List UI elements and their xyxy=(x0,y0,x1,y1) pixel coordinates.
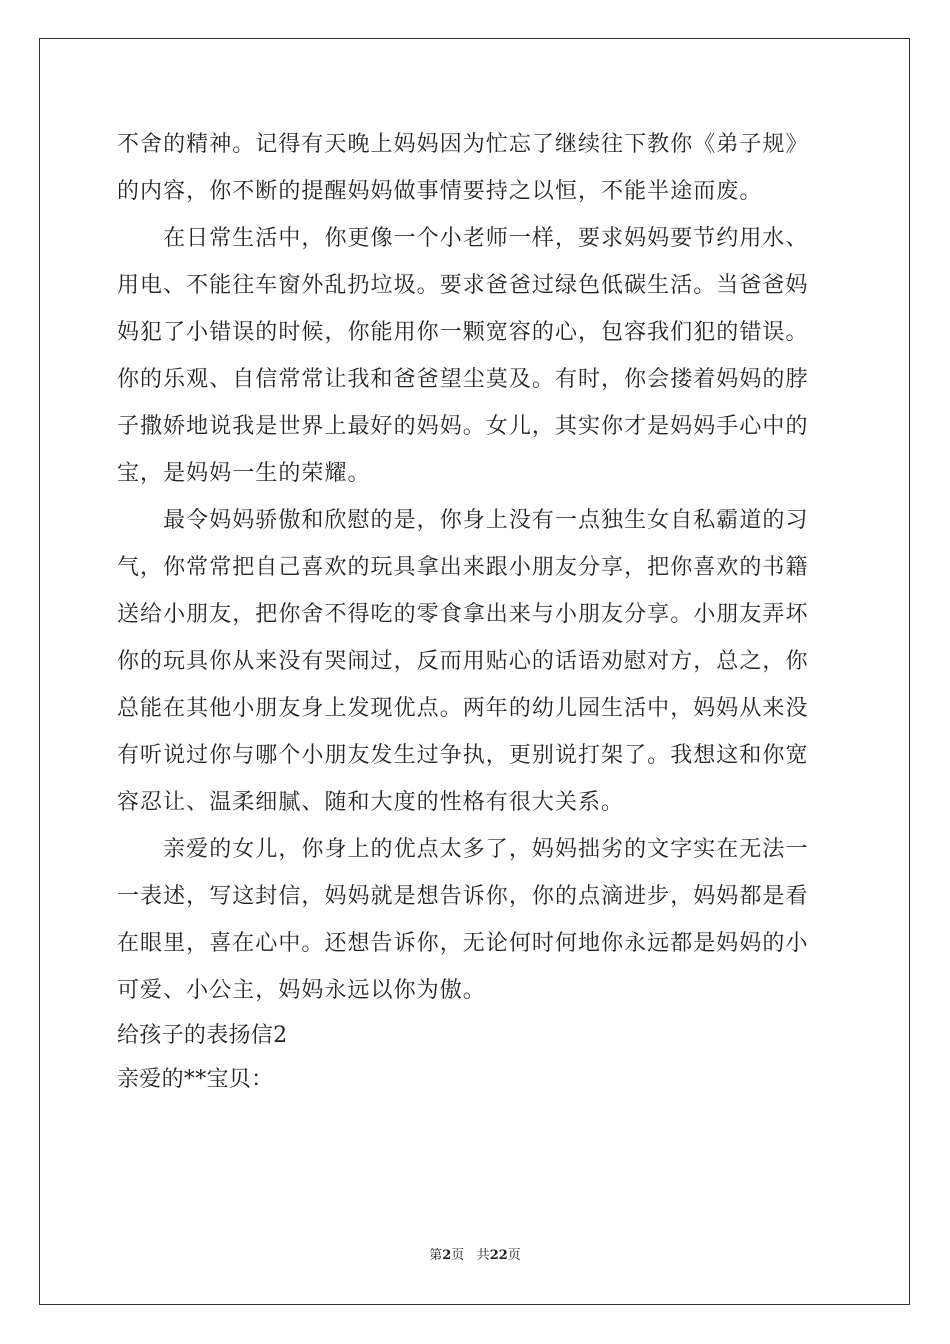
total-unit: 页 xyxy=(507,1248,521,1263)
text-line: 在眼里，喜在心中。还想告诉你，无论何时何地你永远都是妈妈的小 xyxy=(117,931,809,956)
text-line: 你的乐观、自信常常让我和爸爸望尘莫及。有时，你会搂着妈妈的脖 xyxy=(117,367,809,392)
page-number: 2 xyxy=(442,1248,452,1263)
text-line: 一表述，写这封信，妈妈就是想告诉你，你的点滴进步，妈妈都是看 xyxy=(117,884,809,909)
section-heading: 给孩子的表扬信2 xyxy=(117,1023,288,1048)
text-line: 可爱、小公主，妈妈永远以你为傲。 xyxy=(117,978,486,1003)
document-body xyxy=(117,121,837,1102)
text-line: 亲爱的女儿，你身上的优点太多了，妈妈拙劣的文字实在无法一 xyxy=(117,837,809,862)
total-pages: 22 xyxy=(489,1248,508,1263)
page-footer xyxy=(0,1244,950,1263)
text-line: 总能在其他小朋友身上发现优点。两年的幼儿园生活中，妈妈从来没 xyxy=(117,696,809,721)
text-line: 气，你常常把自己喜欢的玩具拿出来跟小朋友分享，把你喜欢的书籍 xyxy=(117,555,809,580)
text-line: 不舍的精神。记得有天晚上妈妈因为忙忘了继续往下教你《弟子规》 xyxy=(117,132,809,157)
text-line: 妈犯了小错误的时候，你能用你一颗宽容的心，包容我们犯的错误。 xyxy=(117,320,809,345)
page-unit: 页 xyxy=(451,1248,465,1263)
text-line: 在日常生活中，你更像一个小老师一样，要求妈妈要节约用水、 xyxy=(117,226,809,251)
text-line: 你的玩具你从来没有哭闹过，反而用贴心的话语劝慰对方，总之，你 xyxy=(117,649,809,674)
text-line: 用电、不能往车窗外乱扔垃圾。要求爸爸过绿色低碳生活。当爸爸妈 xyxy=(117,273,809,298)
salutation: 亲爱的**宝贝： xyxy=(117,1067,274,1092)
text-line: 最令妈妈骄傲和欣慰的是，你身上没有一点独生女自私霸道的习 xyxy=(117,508,809,533)
text-line: 送给小朋友，把你舍不得吃的零食拿出来与小朋友分享。小朋友弄坏 xyxy=(117,602,809,627)
text-line: 容忍让、温柔细腻、随和大度的性格有很大关系。 xyxy=(117,790,625,815)
total-prefix: 共 xyxy=(476,1248,490,1263)
text-line: 子撒娇地说我是世界上最好的妈妈。女儿，其实你才是妈妈手心中的 xyxy=(117,414,809,439)
text-line: 的内容，你不断的提醒妈妈做事情要持之以恒，不能半途而废。 xyxy=(117,179,763,204)
page-prefix: 第 xyxy=(429,1248,443,1263)
text-line: 有听说过你与哪个小朋友发生过争执，更别说打架了。我想这和你宽 xyxy=(117,743,809,768)
text-line: 宝，是妈妈一生的荣耀。 xyxy=(117,461,371,486)
